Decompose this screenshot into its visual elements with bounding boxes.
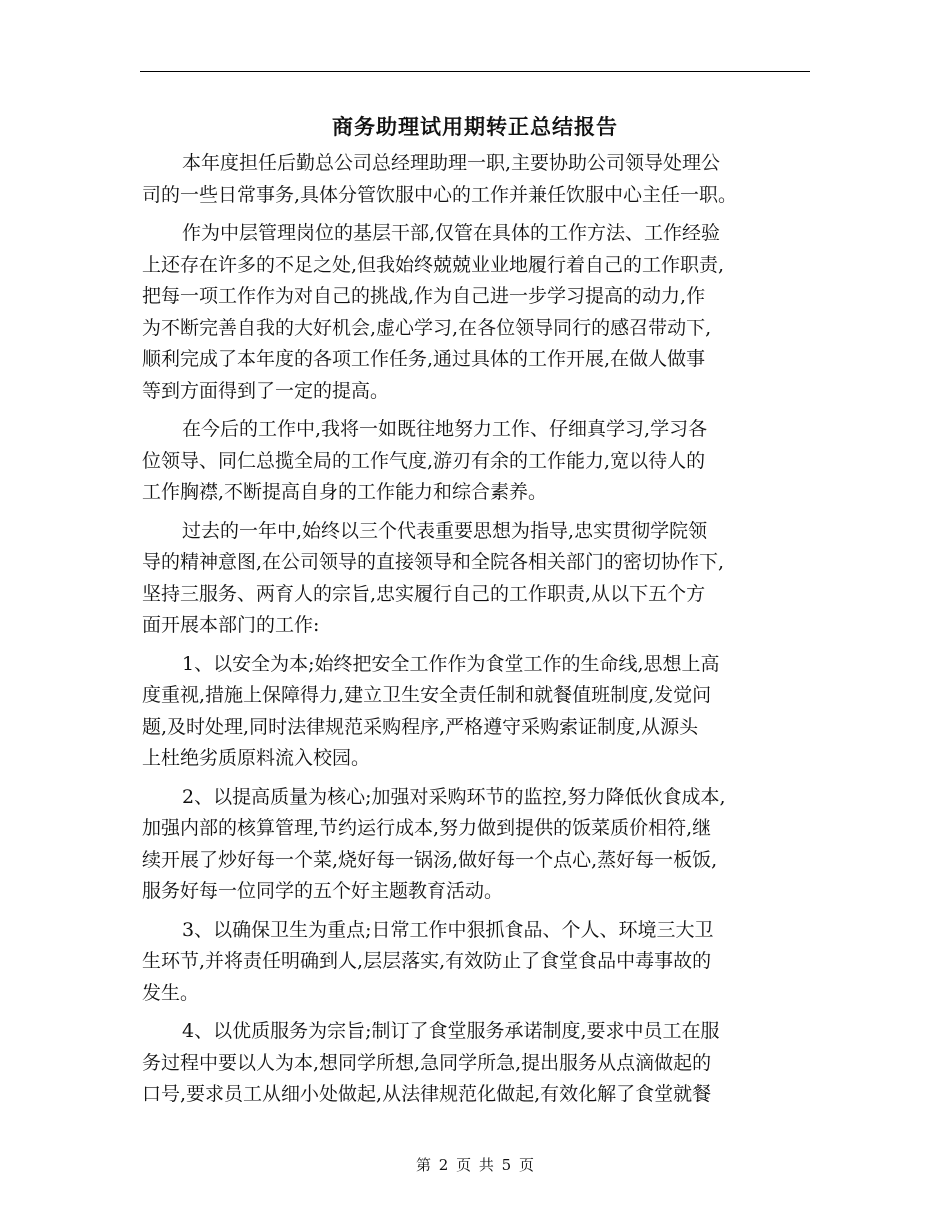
paragraph-line: 4、以优质服务为宗旨;制订了食堂服务承诺制度,要求中员工在服: [182, 1020, 720, 1042]
paragraph-line: 坚持三服务、两育人的宗旨,忠实履行自己的工作职责,从以下五个方: [142, 582, 706, 605]
paragraph-line: 发生。: [142, 981, 200, 1004]
paragraph-line: 务过程中要以人为本,想同学所想,急同学所急,提出服务从点滴做起的: [142, 1051, 712, 1074]
paragraph-line: 服务好每一位同学的五个好主题教育活动。: [142, 880, 504, 902]
paragraph-line: 生环节,并将责任明确到人,层层落实,有效防止了食堂食品中毒事故的: [142, 950, 712, 972]
paragraph-line: 加强内部的核算管理,节约运行成本,努力做到提供的饭菜质价相符,继: [142, 817, 712, 839]
paragraph-line: 司的一些日常事务,具体分管饮服中心的工作并兼任饮服中心主任一职。: [142, 183, 738, 206]
paragraph-line: 把每一项工作作为对自己的挑战,作为自己进一步学习提高的动力,作: [142, 285, 706, 307]
paragraph-3: [142, 414, 810, 509]
paragraph-2: [142, 218, 810, 407]
paragraph-6: [142, 782, 810, 908]
paragraph-line: 等到方面得到了一定的提高。: [142, 379, 390, 402]
paragraph-line: 位领导、同仁总揽全局的工作气度,游刃有余的工作能力,宽以待人的: [142, 449, 706, 472]
paragraph-line: 工作胸襟,不断提高自身的工作能力和综合素养。: [142, 481, 548, 503]
paragraph-line: 导的精神意图,在公司领导的直接领导和全院各相关部门的密切协作下,: [142, 551, 725, 573]
paragraph-4: [142, 516, 810, 642]
paragraph-line: 2、以提高质量为核心;加强对采购环节的监控,努力降低伙食成本,: [182, 785, 726, 808]
paragraph-line: 过去的一年中,始终以三个代表重要思想为指导,忠实贯彻学院领: [182, 519, 708, 542]
paragraph-line: 在今后的工作中,我将一如既往地努力工作、仔细真学习,学习各: [182, 418, 708, 440]
paragraph-line: 1、以安全为本;始终把安全工作作为食堂工作的生命线,思想上高: [182, 652, 720, 675]
paragraph-7: [142, 915, 810, 1010]
paragraph-line: 度重视,措施上保障得力,建立卫生安全责任制和就餐值班制度,发觉问: [142, 684, 712, 706]
paragraph-1: [142, 148, 810, 211]
document-title: 商务助理试用期转正总结报告: [332, 114, 618, 139]
paragraph-line: 面开展本部门的工作:: [142, 614, 320, 636]
paragraph-line: 顺利完成了本年度的各项工作任务,通过具体的工作开展,在做人做事: [142, 348, 706, 370]
paragraph-line: 上杜绝劣质原料流入校园。: [142, 747, 371, 769]
page-number-footer: 第 2 页 共 5 页: [416, 1156, 534, 1174]
paragraph-line: 上还存在许多的不足之处,但我始终兢兢业业地履行着自己的工作职责,: [142, 253, 725, 276]
paragraph-5: [142, 649, 810, 775]
header-rule: [140, 71, 810, 72]
paragraph-8: [142, 1016, 810, 1111]
paragraph-line: 题,及时处理,同时法律规范采购程序,严格遵守采购索证制度,从源头: [142, 715, 699, 738]
paragraph-line: 作为中层管理岗位的基层干部,仅管在具体的工作方法、工作经验: [182, 222, 721, 244]
paragraph-line: 口号,要求员工从细小处做起,从法律规范化做起,有效化解了食堂就餐: [142, 1083, 712, 1105]
document-body: [142, 148, 810, 1118]
paragraph-line: 3、以确保卫生为重点;日常工作中狠抓食品、个人、环境三大卫: [182, 918, 714, 941]
paragraph-line: 为不断完善自我的大好机会,虚心学习,在各位领导同行的感召带动下,: [142, 316, 712, 339]
paragraph-line: 续开展了炒好每一个菜,烧好每一锅汤,做好每一个点心,蒸好每一板饭,: [142, 848, 718, 871]
paragraph-line: 本年度担任后勤总公司总经理助理一职,主要协助公司领导处理公: [182, 152, 721, 174]
